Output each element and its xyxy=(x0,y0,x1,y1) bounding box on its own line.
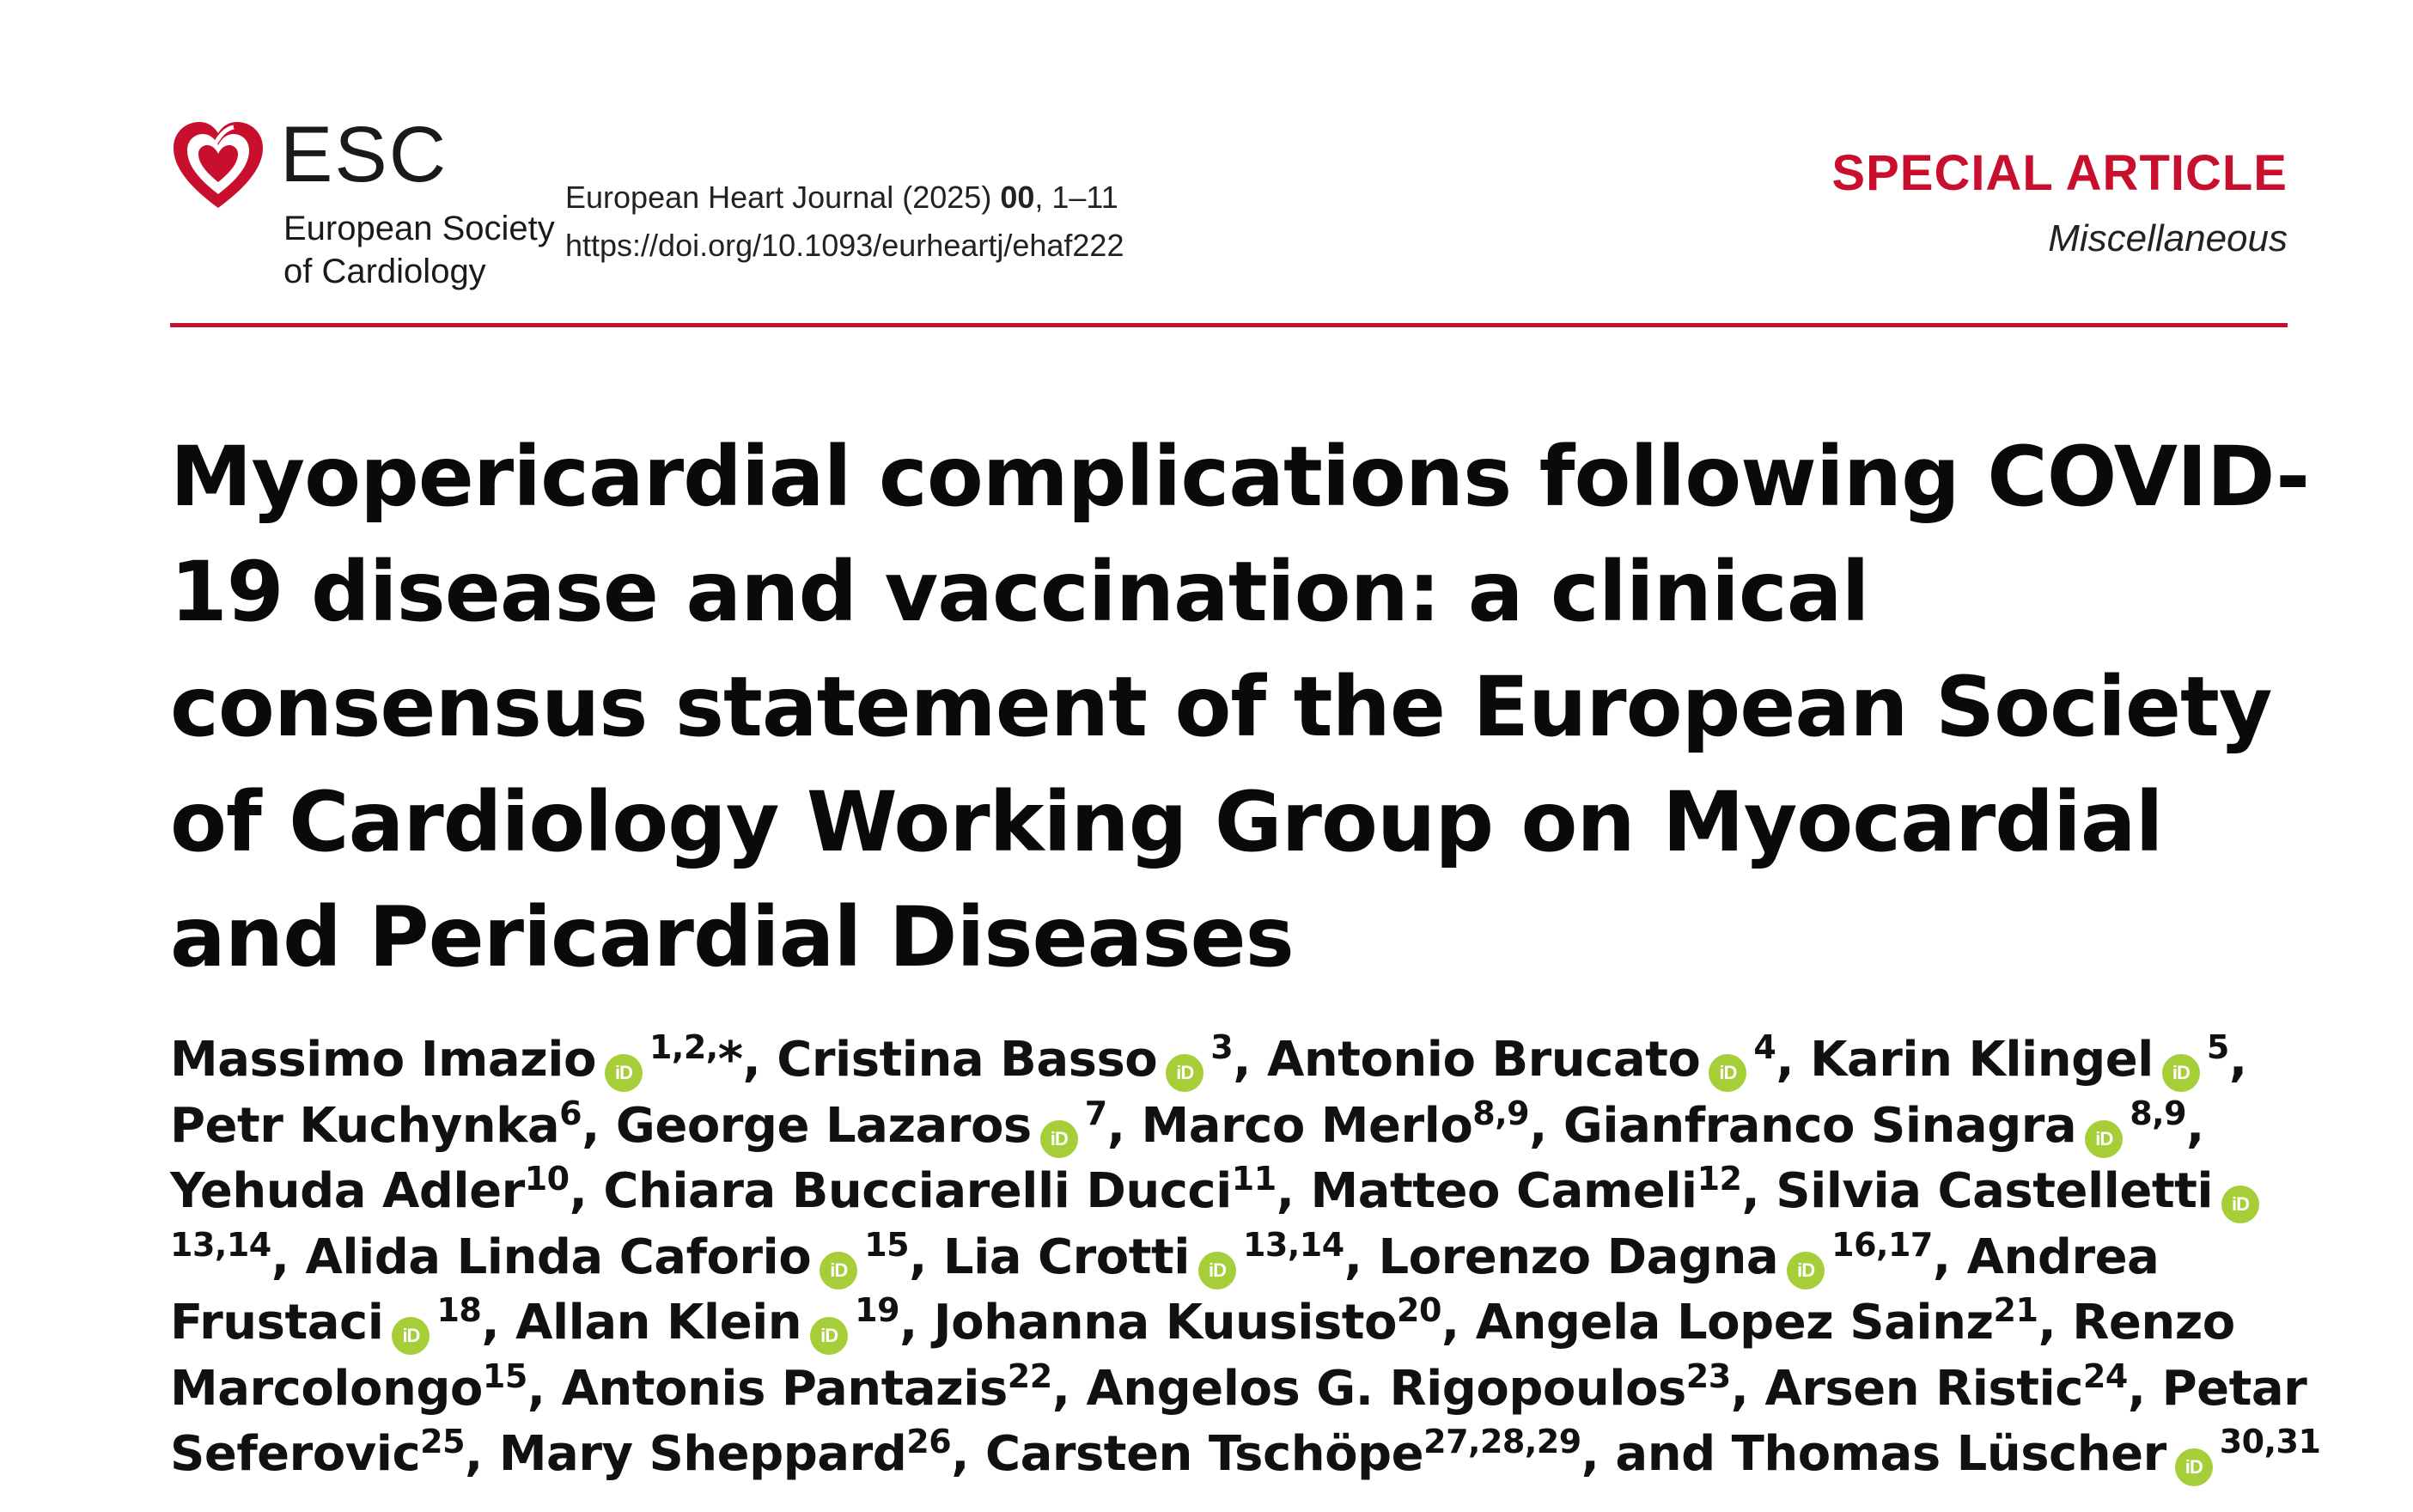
journal-volume: 00 xyxy=(1000,180,1035,215)
author-separator: , xyxy=(465,1426,499,1482)
author-separator: , xyxy=(2228,1032,2247,1088)
logo-wordmark: ESC xyxy=(280,111,448,198)
author-separator: , xyxy=(481,1295,516,1350)
orcid-icon[interactable]: iD xyxy=(605,1054,643,1092)
affiliation-marker: 6 xyxy=(559,1094,582,1132)
author-name: Renzo Marcolongo xyxy=(170,1295,2235,1417)
affiliation-marker: 13,14 xyxy=(1242,1225,1344,1264)
author-entry xyxy=(170,1160,604,1219)
author-list xyxy=(170,1027,2369,1488)
author-name: Carsten Tschöpe xyxy=(984,1426,1424,1482)
orcid-icon[interactable]: iD xyxy=(1709,1054,1746,1092)
author-entry xyxy=(777,1028,1267,1088)
author-entry xyxy=(603,1160,1311,1219)
author-entry xyxy=(984,1423,1732,1482)
author-name: Antonis Pantazis xyxy=(561,1360,1008,1417)
author-name: Petr Kuchynka xyxy=(170,1097,560,1154)
author-name: Arsen Ristic xyxy=(1764,1360,2083,1417)
affiliation-marker: 4 xyxy=(1753,1028,1776,1066)
author-separator: , xyxy=(1051,1360,1087,1417)
author-entry xyxy=(1378,1225,1967,1285)
logo-society-name: European Society of Cardiology xyxy=(283,210,555,290)
author-name: Yehuda Adler xyxy=(170,1163,525,1219)
author-separator: , xyxy=(527,1360,562,1417)
author-separator: , xyxy=(909,1228,943,1285)
author-entry xyxy=(1810,1028,2247,1088)
author-name: Antonio Brucato xyxy=(1266,1032,1701,1088)
affiliation-marker: 19 xyxy=(855,1291,900,1329)
author-entry xyxy=(942,1225,1379,1285)
affiliation-marker: 7 xyxy=(1084,1094,1107,1132)
author-separator: , xyxy=(569,1163,604,1219)
affiliation-marker: 3 xyxy=(1210,1028,1234,1066)
orcid-icon[interactable]: iD xyxy=(1787,1252,1825,1289)
author-entry xyxy=(1086,1357,1765,1417)
affiliation-marker: 23 xyxy=(1685,1357,1731,1395)
affiliation-marker: 16,17 xyxy=(1831,1225,1933,1264)
author-separator: , xyxy=(1529,1097,1563,1154)
author-name: Allan Klein xyxy=(515,1295,802,1350)
author-name: Thomas Lüscher xyxy=(1731,1426,2166,1482)
affiliation-marker: 21 xyxy=(1993,1291,2038,1329)
author-name: Chiara Bucciarelli Ducci xyxy=(603,1163,1232,1219)
journal-line: European Heart Journal (2025) 00, 1–11 xyxy=(565,180,1118,215)
author-entry xyxy=(561,1357,1087,1417)
orcid-icon[interactable]: iD xyxy=(2162,1054,2200,1092)
affiliation-marker: 8,9 xyxy=(2130,1094,2187,1132)
author-separator: , xyxy=(951,1426,985,1482)
orcid-icon[interactable]: iD xyxy=(2221,1186,2259,1223)
author-separator: , xyxy=(2127,1360,2162,1417)
affiliation-marker: 25 xyxy=(420,1423,466,1460)
author-entry xyxy=(1731,1423,2321,1482)
author-entry xyxy=(1563,1094,2204,1154)
author-name: Massimo Imazio xyxy=(170,1032,596,1088)
orcid-icon[interactable]: iD xyxy=(2085,1120,2123,1158)
affiliation-marker: 11 xyxy=(1231,1160,1277,1198)
author-separator: , xyxy=(1344,1228,1379,1285)
header-divider xyxy=(170,323,2288,327)
orcid-icon[interactable]: iD xyxy=(1166,1054,1203,1092)
author-entry xyxy=(1266,1028,1811,1088)
affiliation-marker: 13,14 xyxy=(170,1225,271,1264)
author-name: Lorenzo Dagna xyxy=(1378,1228,1779,1285)
affiliation-marker: 5 xyxy=(2206,1028,2229,1066)
article-subtype: Miscellaneous xyxy=(2048,217,2288,259)
affiliation-marker: 8,9 xyxy=(1472,1094,1530,1132)
corresponding-author-marker: * xyxy=(717,1032,743,1088)
affiliation-marker: 1,2, xyxy=(649,1028,718,1066)
article-type-block xyxy=(1831,144,2288,260)
author-name: Cristina Basso xyxy=(777,1032,1158,1088)
affiliation-marker: 12 xyxy=(1697,1160,1742,1198)
author-name: Karin Klingel xyxy=(1810,1032,2154,1088)
author-entry xyxy=(305,1225,943,1285)
author-name: Matteo Cameli xyxy=(1310,1163,1697,1219)
affiliation-marker: 10 xyxy=(524,1160,570,1198)
author-separator: , xyxy=(2186,1097,2204,1154)
author-entry xyxy=(1310,1160,1776,1219)
author-name: Alida Linda Caforio xyxy=(305,1228,812,1285)
author-separator: , xyxy=(1776,1032,1811,1088)
author-name: Mary Sheppard xyxy=(498,1426,907,1482)
author-name: Marco Merlo xyxy=(1141,1097,1473,1154)
author-entry xyxy=(615,1094,1142,1154)
affiliation-marker: 27,28,29 xyxy=(1423,1423,1581,1460)
author-separator: , xyxy=(1276,1163,1311,1219)
orcid-icon[interactable]: iD xyxy=(810,1317,848,1355)
affiliation-marker: 15 xyxy=(482,1357,527,1395)
author-separator: , xyxy=(1730,1360,1765,1417)
author-name: George Lazaros xyxy=(615,1097,1032,1154)
author-separator: , xyxy=(1233,1032,1267,1088)
author-name: Lia Crotti xyxy=(942,1228,1190,1285)
affiliation-marker: 24 xyxy=(2082,1357,2128,1395)
affiliation-marker: 26 xyxy=(906,1423,952,1460)
article-header xyxy=(0,0,2413,344)
affiliation-marker: 20 xyxy=(1397,1291,1441,1329)
affiliation-marker: 18 xyxy=(436,1291,482,1329)
author-entry xyxy=(170,1028,777,1088)
author-entry xyxy=(1764,1357,2162,1417)
author-name: Andrea Frustaci xyxy=(170,1228,2160,1350)
author-separator: , xyxy=(1741,1163,1776,1219)
author-name: Petar Seferovic xyxy=(170,1360,2307,1482)
author-separator: , xyxy=(742,1032,777,1088)
author-name: Angela Lopez Sainz xyxy=(1475,1295,1994,1350)
orcid-icon[interactable]: iD xyxy=(1040,1120,1078,1158)
orcid-icon[interactable]: iD xyxy=(2175,1448,2213,1486)
author-entry xyxy=(1141,1094,1563,1154)
author-entry xyxy=(498,1423,985,1482)
article-type: SPECIAL ARTICLE xyxy=(1831,145,2288,201)
author-separator: , and xyxy=(1581,1426,1732,1482)
author-separator: , xyxy=(582,1097,616,1154)
author-name: Silvia Castelletti xyxy=(1776,1163,2214,1219)
author-name: Angelos G. Rigopoulos xyxy=(1086,1360,1686,1417)
orcid-icon[interactable]: iD xyxy=(820,1252,857,1289)
author-entry xyxy=(933,1291,1476,1350)
author-name: Gianfranco Sinagra xyxy=(1563,1097,2077,1154)
affiliation-marker: 30,31 xyxy=(2219,1423,2321,1460)
author-name: Johanna Kuusisto xyxy=(933,1295,1398,1350)
author-entry xyxy=(170,1094,616,1154)
orcid-icon[interactable]: iD xyxy=(392,1317,430,1355)
article-title: Myopericardial complications following COVID-19 disease and vaccination: a clinical consensus statement of the European Society of Cardiology Working Group on Myocardial and Pericardial Diseases xyxy=(170,429,2310,985)
heart-logo-icon xyxy=(170,119,266,215)
journal-citation xyxy=(565,174,1124,270)
affiliation-marker: 22 xyxy=(1007,1357,1052,1395)
affiliation-marker: 15 xyxy=(864,1225,910,1264)
doi-link[interactable]: https://doi.org/10.1093/eurheartj/ehaf222 xyxy=(565,228,1124,263)
author-separator: , xyxy=(1106,1097,1142,1154)
author-entry xyxy=(515,1291,934,1350)
orcid-icon[interactable]: iD xyxy=(1198,1252,1236,1289)
author-separator: , xyxy=(1932,1228,1967,1285)
author-entry xyxy=(1475,1291,2073,1350)
author-separator: , xyxy=(271,1228,306,1285)
author-separator: , xyxy=(899,1295,934,1350)
author-separator: , xyxy=(2038,1295,2073,1350)
esc-logo xyxy=(170,111,555,290)
author-separator: , xyxy=(1441,1295,1476,1350)
